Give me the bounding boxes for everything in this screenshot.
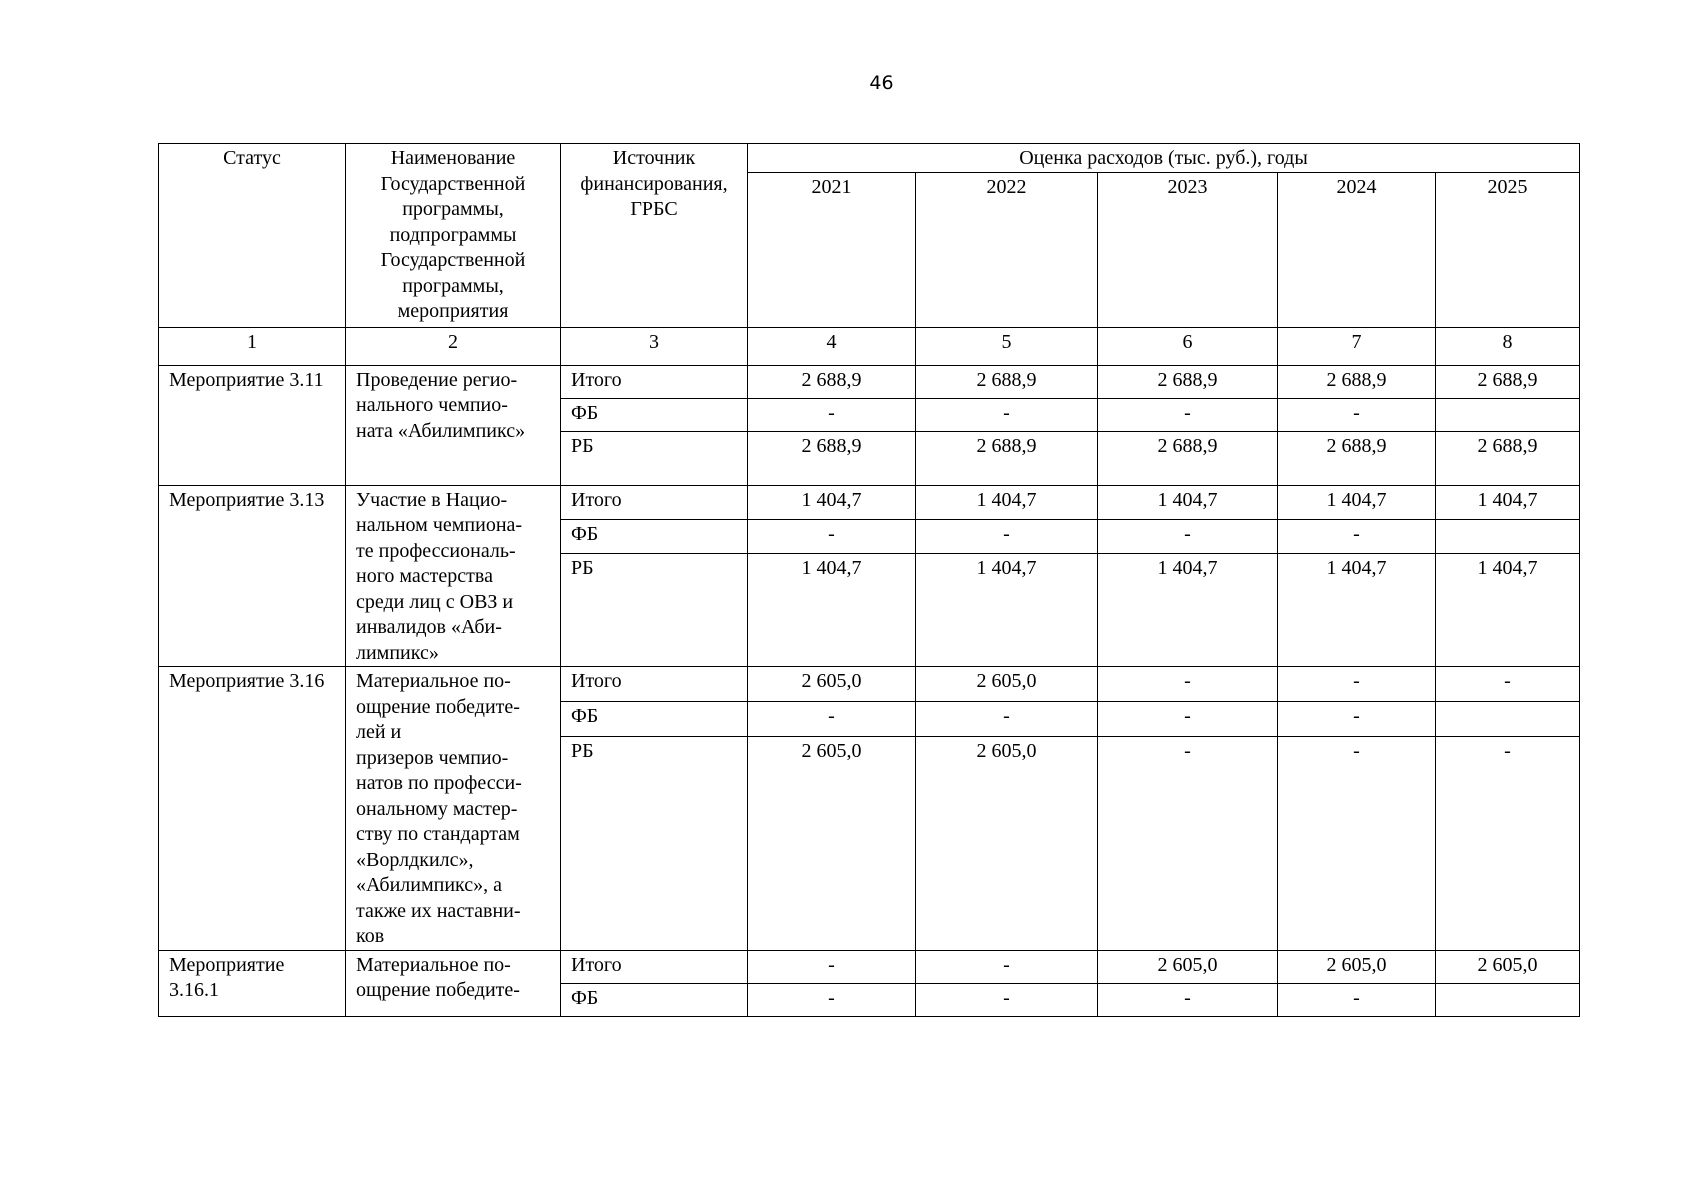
cost-value: - — [748, 519, 916, 553]
cost-value: - — [1278, 737, 1436, 950]
cost-value: - — [1098, 702, 1278, 737]
header-status: Статус — [159, 144, 346, 328]
cost-value: 1 404,7 — [1436, 553, 1580, 666]
event-name: Участие в Нацио- нальном чемпиона- те профессиональ- ного мастерства среди лиц с ОВЗ и инвалидов «Аби- лимпикс» — [346, 485, 561, 667]
cost-value: - — [1098, 667, 1278, 702]
funding-source: Итого — [561, 950, 748, 983]
header-source: Источник финансирования, ГРБС — [561, 144, 748, 328]
cost-value: - — [1098, 983, 1278, 1016]
event-status: Мероприятие 3.16.1 — [159, 950, 346, 1016]
funding-source: ФБ — [561, 983, 748, 1016]
cost-value: 1 404,7 — [916, 485, 1098, 519]
header-year: 2022 — [916, 172, 1098, 327]
funding-source: РБ — [561, 553, 748, 666]
cost-value: 1 404,7 — [1278, 553, 1436, 666]
cost-value — [1436, 519, 1580, 553]
cost-value: - — [916, 519, 1098, 553]
header-year: 2021 — [748, 172, 916, 327]
cost-value: 1 404,7 — [916, 553, 1098, 666]
column-number: 2 — [346, 327, 561, 365]
cost-value — [1436, 398, 1580, 431]
cost-value: - — [1436, 737, 1580, 950]
cost-value: 2 688,9 — [1436, 431, 1580, 485]
funding-source: ФБ — [561, 398, 748, 431]
header-year: 2023 — [1098, 172, 1278, 327]
column-number: 1 — [159, 327, 346, 365]
cost-value: 1 404,7 — [1436, 485, 1580, 519]
funding-source: Итого — [561, 365, 748, 398]
funding-source: Итого — [561, 485, 748, 519]
cost-value: 2 688,9 — [1278, 365, 1436, 398]
column-number: 5 — [916, 327, 1098, 365]
cost-value: 1 404,7 — [748, 485, 916, 519]
column-number: 6 — [1098, 327, 1278, 365]
cost-value: 1 404,7 — [1098, 553, 1278, 666]
cost-value: - — [1098, 519, 1278, 553]
cost-value: 2 688,9 — [1098, 431, 1278, 485]
column-number: 8 — [1436, 327, 1580, 365]
cost-value: - — [916, 983, 1098, 1016]
cost-value: - — [748, 950, 916, 983]
table-row — [159, 950, 1580, 983]
cost-value: 2 605,0 — [1436, 950, 1580, 983]
cost-value: - — [748, 983, 916, 1016]
funding-source: Итого — [561, 667, 748, 702]
column-number: 7 — [1278, 327, 1436, 365]
cost-value: - — [1278, 398, 1436, 431]
table-row — [159, 485, 1580, 519]
cost-value: 2 688,9 — [1098, 365, 1278, 398]
cost-value: - — [916, 398, 1098, 431]
cost-value — [1436, 702, 1580, 737]
cost-value: 2 688,9 — [748, 431, 916, 485]
column-number: 3 — [561, 327, 748, 365]
expenditure-table — [158, 143, 1580, 1017]
funding-source: РБ — [561, 431, 748, 485]
cost-value: 2 688,9 — [748, 365, 916, 398]
page-number: 46 — [869, 72, 894, 94]
cost-value: 2 688,9 — [916, 431, 1098, 485]
cost-value: - — [1436, 667, 1580, 702]
cost-value: - — [916, 702, 1098, 737]
funding-source: ФБ — [561, 519, 748, 553]
cost-value: 2 605,0 — [916, 737, 1098, 950]
header-year: 2025 — [1436, 172, 1580, 327]
cost-value: 2 605,0 — [916, 667, 1098, 702]
cost-value: - — [1278, 702, 1436, 737]
cost-value: - — [748, 702, 916, 737]
cost-value: 2 605,0 — [1278, 950, 1436, 983]
cost-value: 1 404,7 — [1098, 485, 1278, 519]
cost-value: - — [1098, 737, 1278, 950]
cost-value: 2 688,9 — [916, 365, 1098, 398]
event-name: Проведение регио- нального чемпио- ната «Абилимпикс» — [346, 365, 561, 485]
cost-value: 2 605,0 — [748, 667, 916, 702]
event-status: Мероприятие 3.11 — [159, 365, 346, 485]
column-number: 4 — [748, 327, 916, 365]
cost-value: - — [1098, 398, 1278, 431]
header-costs: Оценка расходов (тыс. руб.), годы — [748, 144, 1580, 173]
cost-value: 2 688,9 — [1436, 365, 1580, 398]
event-name: Материальное по- ощрение победите- лей и призеров чемпио- натов по професси- ональному мастер- ству по стандартам «Ворлдкилс», «Абилимпикс», а также их наставни- ков — [346, 667, 561, 951]
table-row — [159, 667, 1580, 702]
header-name: Наименование Государственной программы, подпрограммы Государственной программы, мероприятия — [346, 144, 561, 328]
header-year: 2024 — [1278, 172, 1436, 327]
funding-source: РБ — [561, 737, 748, 950]
cost-value: 2 605,0 — [1098, 950, 1278, 983]
cost-value: 1 404,7 — [1278, 485, 1436, 519]
cost-value: - — [1278, 667, 1436, 702]
cost-value: - — [748, 398, 916, 431]
cost-value: 1 404,7 — [748, 553, 916, 666]
table-row — [159, 365, 1580, 398]
cost-value: - — [916, 950, 1098, 983]
funding-source: ФБ — [561, 702, 748, 737]
event-status: Мероприятие 3.16 — [159, 667, 346, 951]
cost-value: - — [1278, 519, 1436, 553]
cost-value: 2 605,0 — [748, 737, 916, 950]
event-status: Мероприятие 3.13 — [159, 485, 346, 667]
cost-value: - — [1278, 983, 1436, 1016]
event-name: Материальное по- ощрение победите- — [346, 950, 561, 1016]
cost-value — [1436, 983, 1580, 1016]
cost-value: 2 688,9 — [1278, 431, 1436, 485]
